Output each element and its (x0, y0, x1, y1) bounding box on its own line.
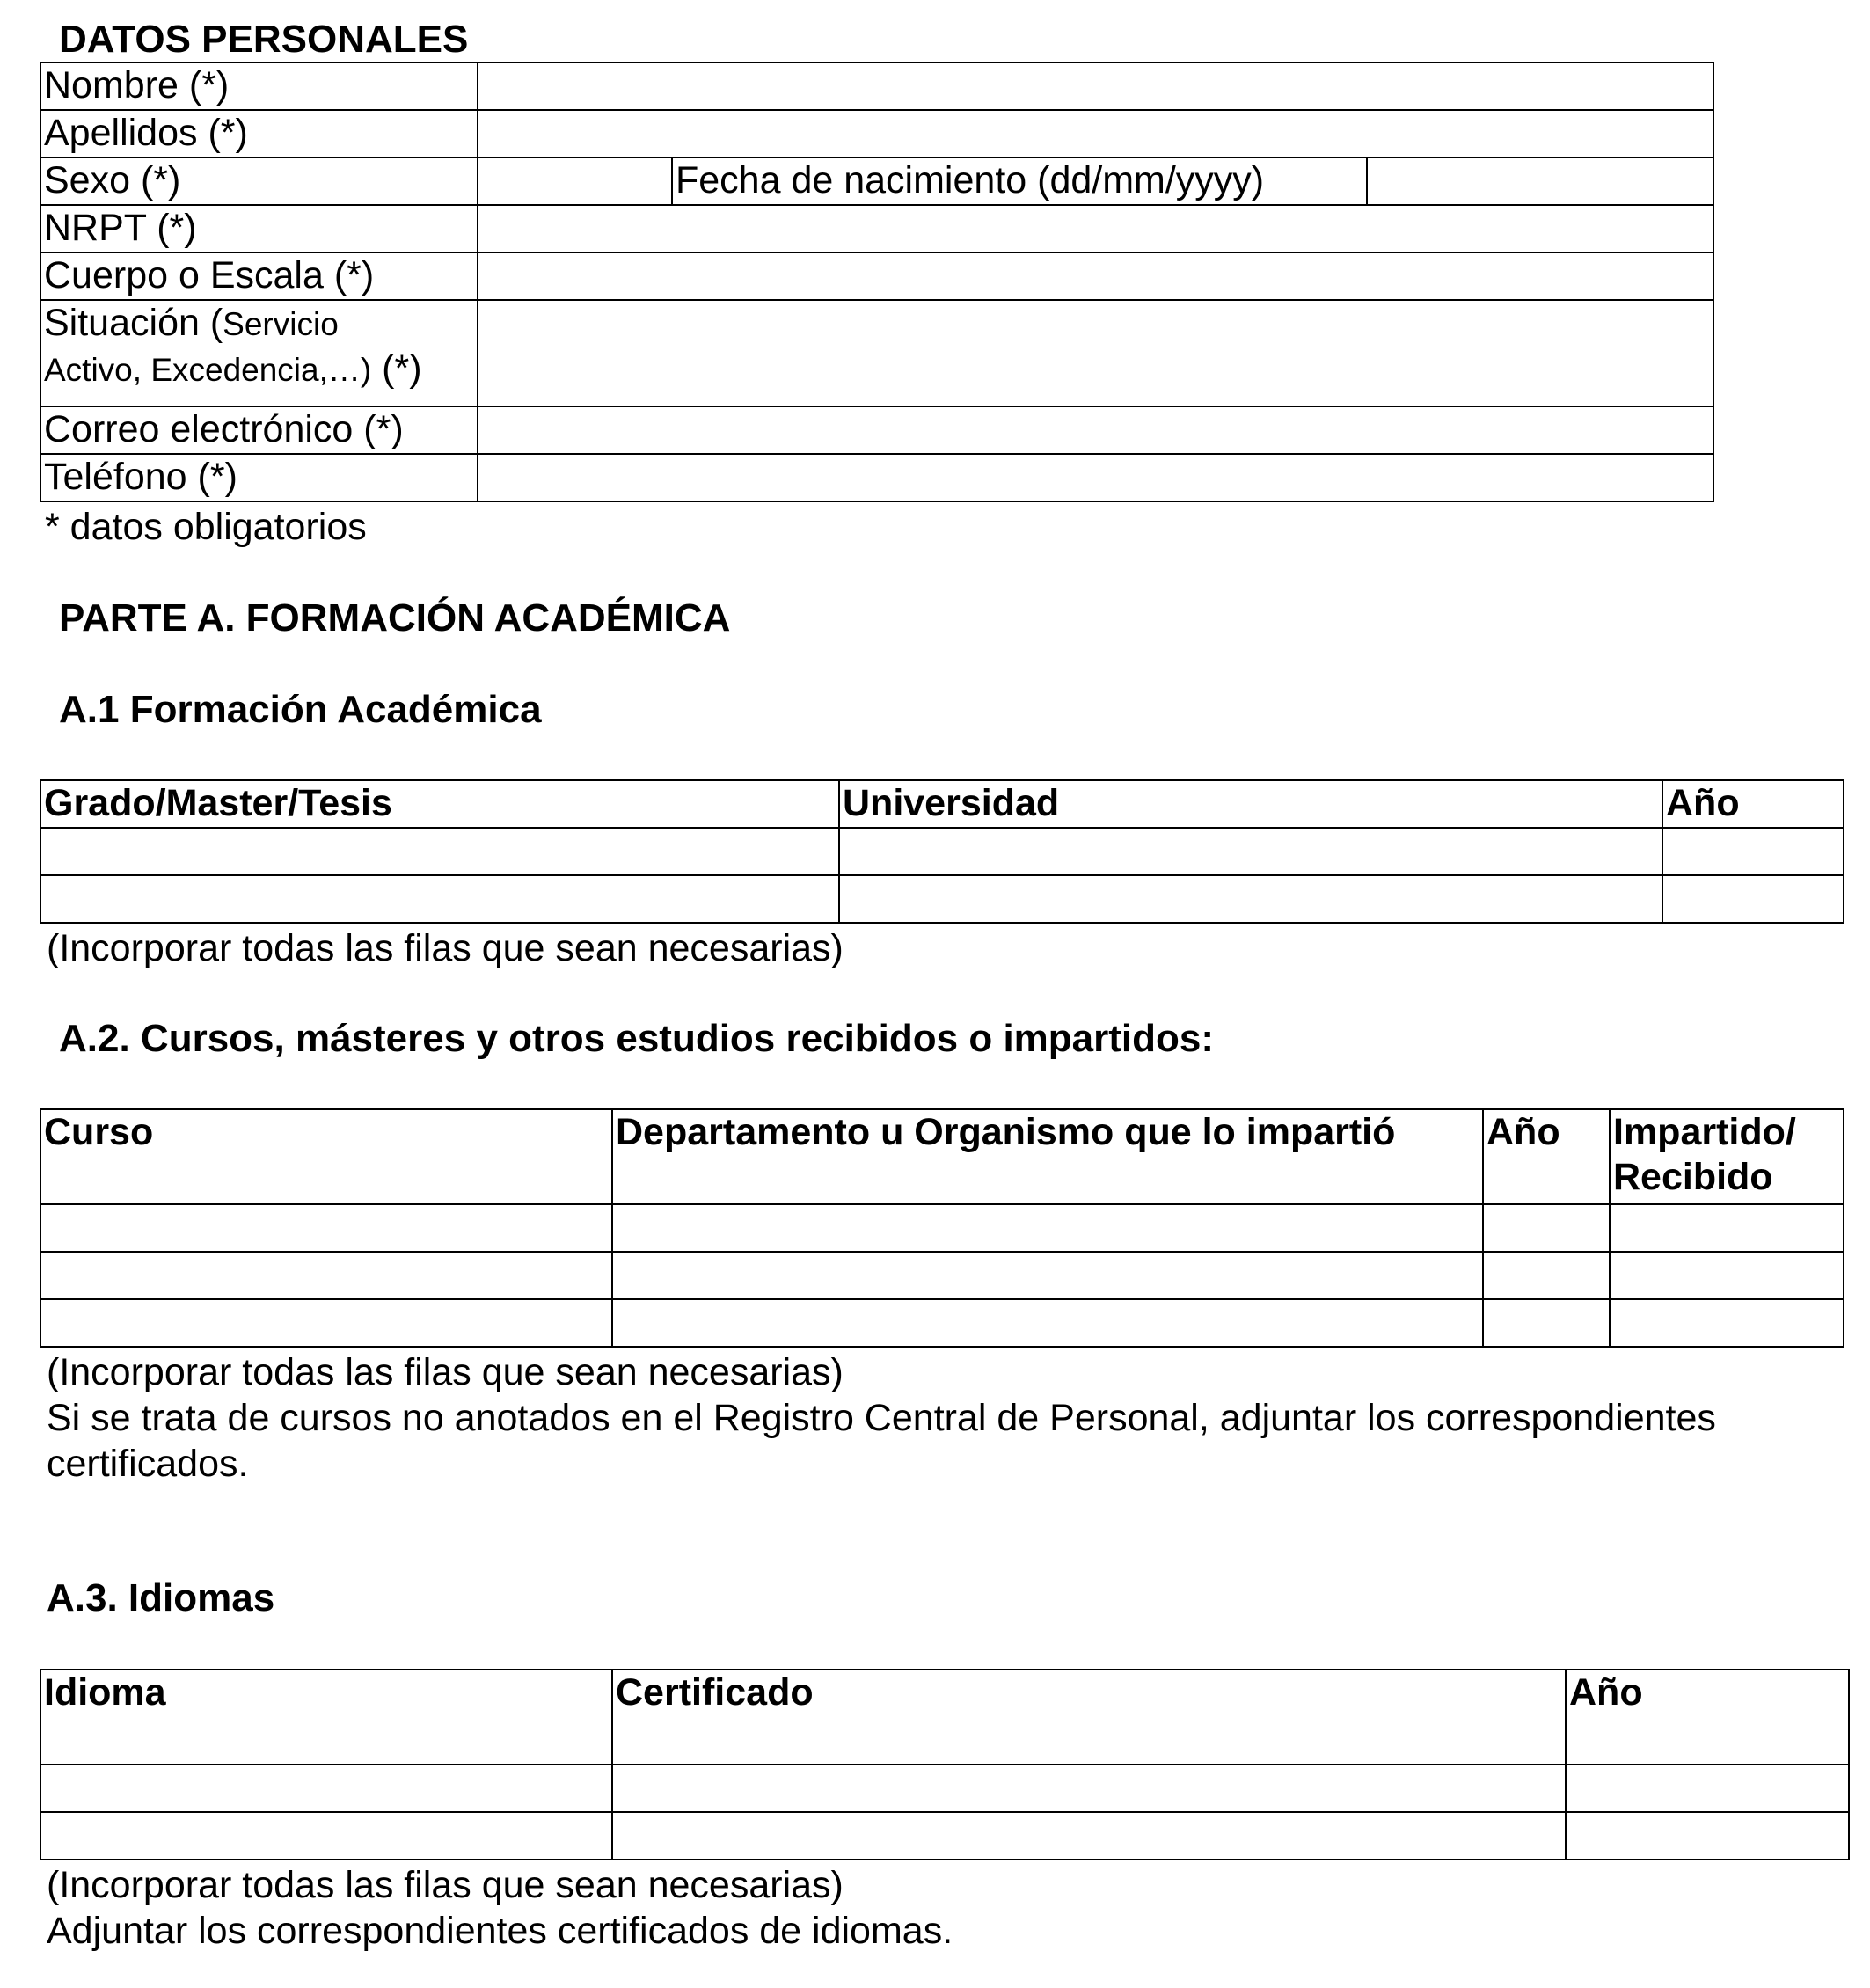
table-formacion-academica (40, 779, 1844, 924)
cell-idioma[interactable] (40, 1765, 612, 1812)
table-header-row (40, 1670, 1849, 1765)
field-cuerpo-escala[interactable] (478, 252, 1713, 300)
cell-impartido-recibido[interactable] (1610, 1299, 1844, 1347)
cell-ano[interactable] (1483, 1299, 1610, 1347)
col-header-curso: Curso (40, 1109, 612, 1204)
col-header-departamento: Departamento u Organismo que lo impartió (612, 1109, 1483, 1204)
cell-curso[interactable] (40, 1204, 612, 1252)
note-a2-certificados-line1: Si se trata de cursos no anotados en el Registro Central de Personal, adjuntar los correspondientes (47, 1397, 1716, 1439)
table-header-row (40, 780, 1844, 828)
cell-grado[interactable] (40, 828, 839, 875)
cell-departamento[interactable] (612, 1252, 1483, 1299)
cell-grado[interactable] (40, 875, 839, 923)
note-a3-rows: (Incorporar todas las filas que sean necesarias) (47, 1864, 844, 1906)
subsection-title-a2: A.2. Cursos, másteres y otros estudios recibidos o impartidos: (59, 1017, 1215, 1060)
cell-universidad[interactable] (839, 828, 1662, 875)
row-nrpt (40, 205, 1713, 252)
field-sexo[interactable] (478, 157, 672, 205)
cell-impartido-recibido[interactable] (1610, 1204, 1844, 1252)
row-telefono (40, 454, 1713, 501)
subsection-title-a1: A.1 Formación Académica (59, 688, 542, 731)
subsection-title-a3: A.3. Idiomas (47, 1576, 275, 1619)
label-telefono: Teléfono (*) (40, 454, 478, 501)
field-apellidos[interactable] (478, 110, 1713, 157)
field-fecha-nacimiento[interactable] (1367, 157, 1713, 205)
label-apellidos: Apellidos (*) (40, 110, 478, 157)
label-nrpt: NRPT (*) (40, 205, 478, 252)
note-a1-rows: (Incorporar todas las filas que sean necesarias) (47, 927, 844, 969)
table-row (40, 875, 1844, 923)
cell-departamento[interactable] (612, 1204, 1483, 1252)
footnote-required: * datos obligatorios (45, 506, 367, 548)
row-cuerpo (40, 252, 1713, 300)
cell-impartido-recibido[interactable] (1610, 1252, 1844, 1299)
cell-universidad[interactable] (839, 875, 1662, 923)
field-nombre[interactable] (478, 62, 1713, 110)
col-header-impartido-recibido: Impartido/ Recibido (1610, 1109, 1844, 1204)
field-telefono[interactable] (478, 454, 1713, 501)
col-header-ano: Año (1662, 780, 1844, 828)
label-situacion: Situación (Servicio Activo, Excedencia,…) (*) (40, 300, 478, 406)
cell-idioma[interactable] (40, 1812, 612, 1860)
cell-ano[interactable] (1662, 828, 1844, 875)
cell-curso[interactable] (40, 1299, 612, 1347)
field-nrpt[interactable] (478, 205, 1713, 252)
table-cursos (40, 1108, 1844, 1348)
label-correo: Correo electrónico (*) (40, 406, 478, 454)
table-row (40, 1252, 1844, 1299)
label-nombre: Nombre (*) (40, 62, 478, 110)
label-cuerpo-escala: Cuerpo o Escala (*) (40, 252, 478, 300)
field-situacion[interactable] (478, 300, 1713, 406)
label-sexo: Sexo (*) (40, 157, 478, 205)
cell-certificado[interactable] (612, 1812, 1566, 1860)
label-fecha-nacimiento: Fecha de nacimiento (dd/mm/yyyy) (672, 157, 1367, 205)
col-header-universidad: Universidad (839, 780, 1662, 828)
col-header-ano: Año (1483, 1109, 1610, 1204)
section-title-parte-a: PARTE A. FORMACIÓN ACADÉMICA (59, 596, 731, 640)
cell-curso[interactable] (40, 1252, 612, 1299)
row-situacion (40, 300, 1713, 406)
col-header-ano: Año (1566, 1670, 1849, 1765)
table-idiomas (40, 1669, 1850, 1860)
row-nombre (40, 62, 1713, 110)
col-header-idioma: Idioma (40, 1670, 612, 1765)
cell-certificado[interactable] (612, 1765, 1566, 1812)
field-correo[interactable] (478, 406, 1713, 454)
col-header-grado: Grado/Master/Tesis (40, 780, 839, 828)
row-correo (40, 406, 1713, 454)
cell-departamento[interactable] (612, 1299, 1483, 1347)
table-row (40, 1204, 1844, 1252)
cell-ano[interactable] (1662, 875, 1844, 923)
row-sexo (40, 157, 1713, 205)
table-row (40, 828, 1844, 875)
table-row (40, 1765, 1849, 1812)
cell-ano[interactable] (1566, 1765, 1849, 1812)
cell-ano[interactable] (1483, 1204, 1610, 1252)
cell-ano[interactable] (1483, 1252, 1610, 1299)
cell-ano[interactable] (1566, 1812, 1849, 1860)
personal-data-table (40, 62, 1714, 502)
note-a2-rows: (Incorporar todas las filas que sean necesarias) (47, 1351, 844, 1393)
row-apellidos (40, 110, 1713, 157)
note-a3-certificados: Adjuntar los correspondientes certificados de idiomas. (47, 1910, 953, 1952)
table-row (40, 1299, 1844, 1347)
table-header-row (40, 1109, 1844, 1204)
section-title-datos-personales: DATOS PERSONALES (59, 18, 469, 61)
table-row (40, 1812, 1849, 1860)
col-header-certificado: Certificado (612, 1670, 1566, 1765)
note-a2-certificados-line2: certificados. (47, 1443, 249, 1485)
